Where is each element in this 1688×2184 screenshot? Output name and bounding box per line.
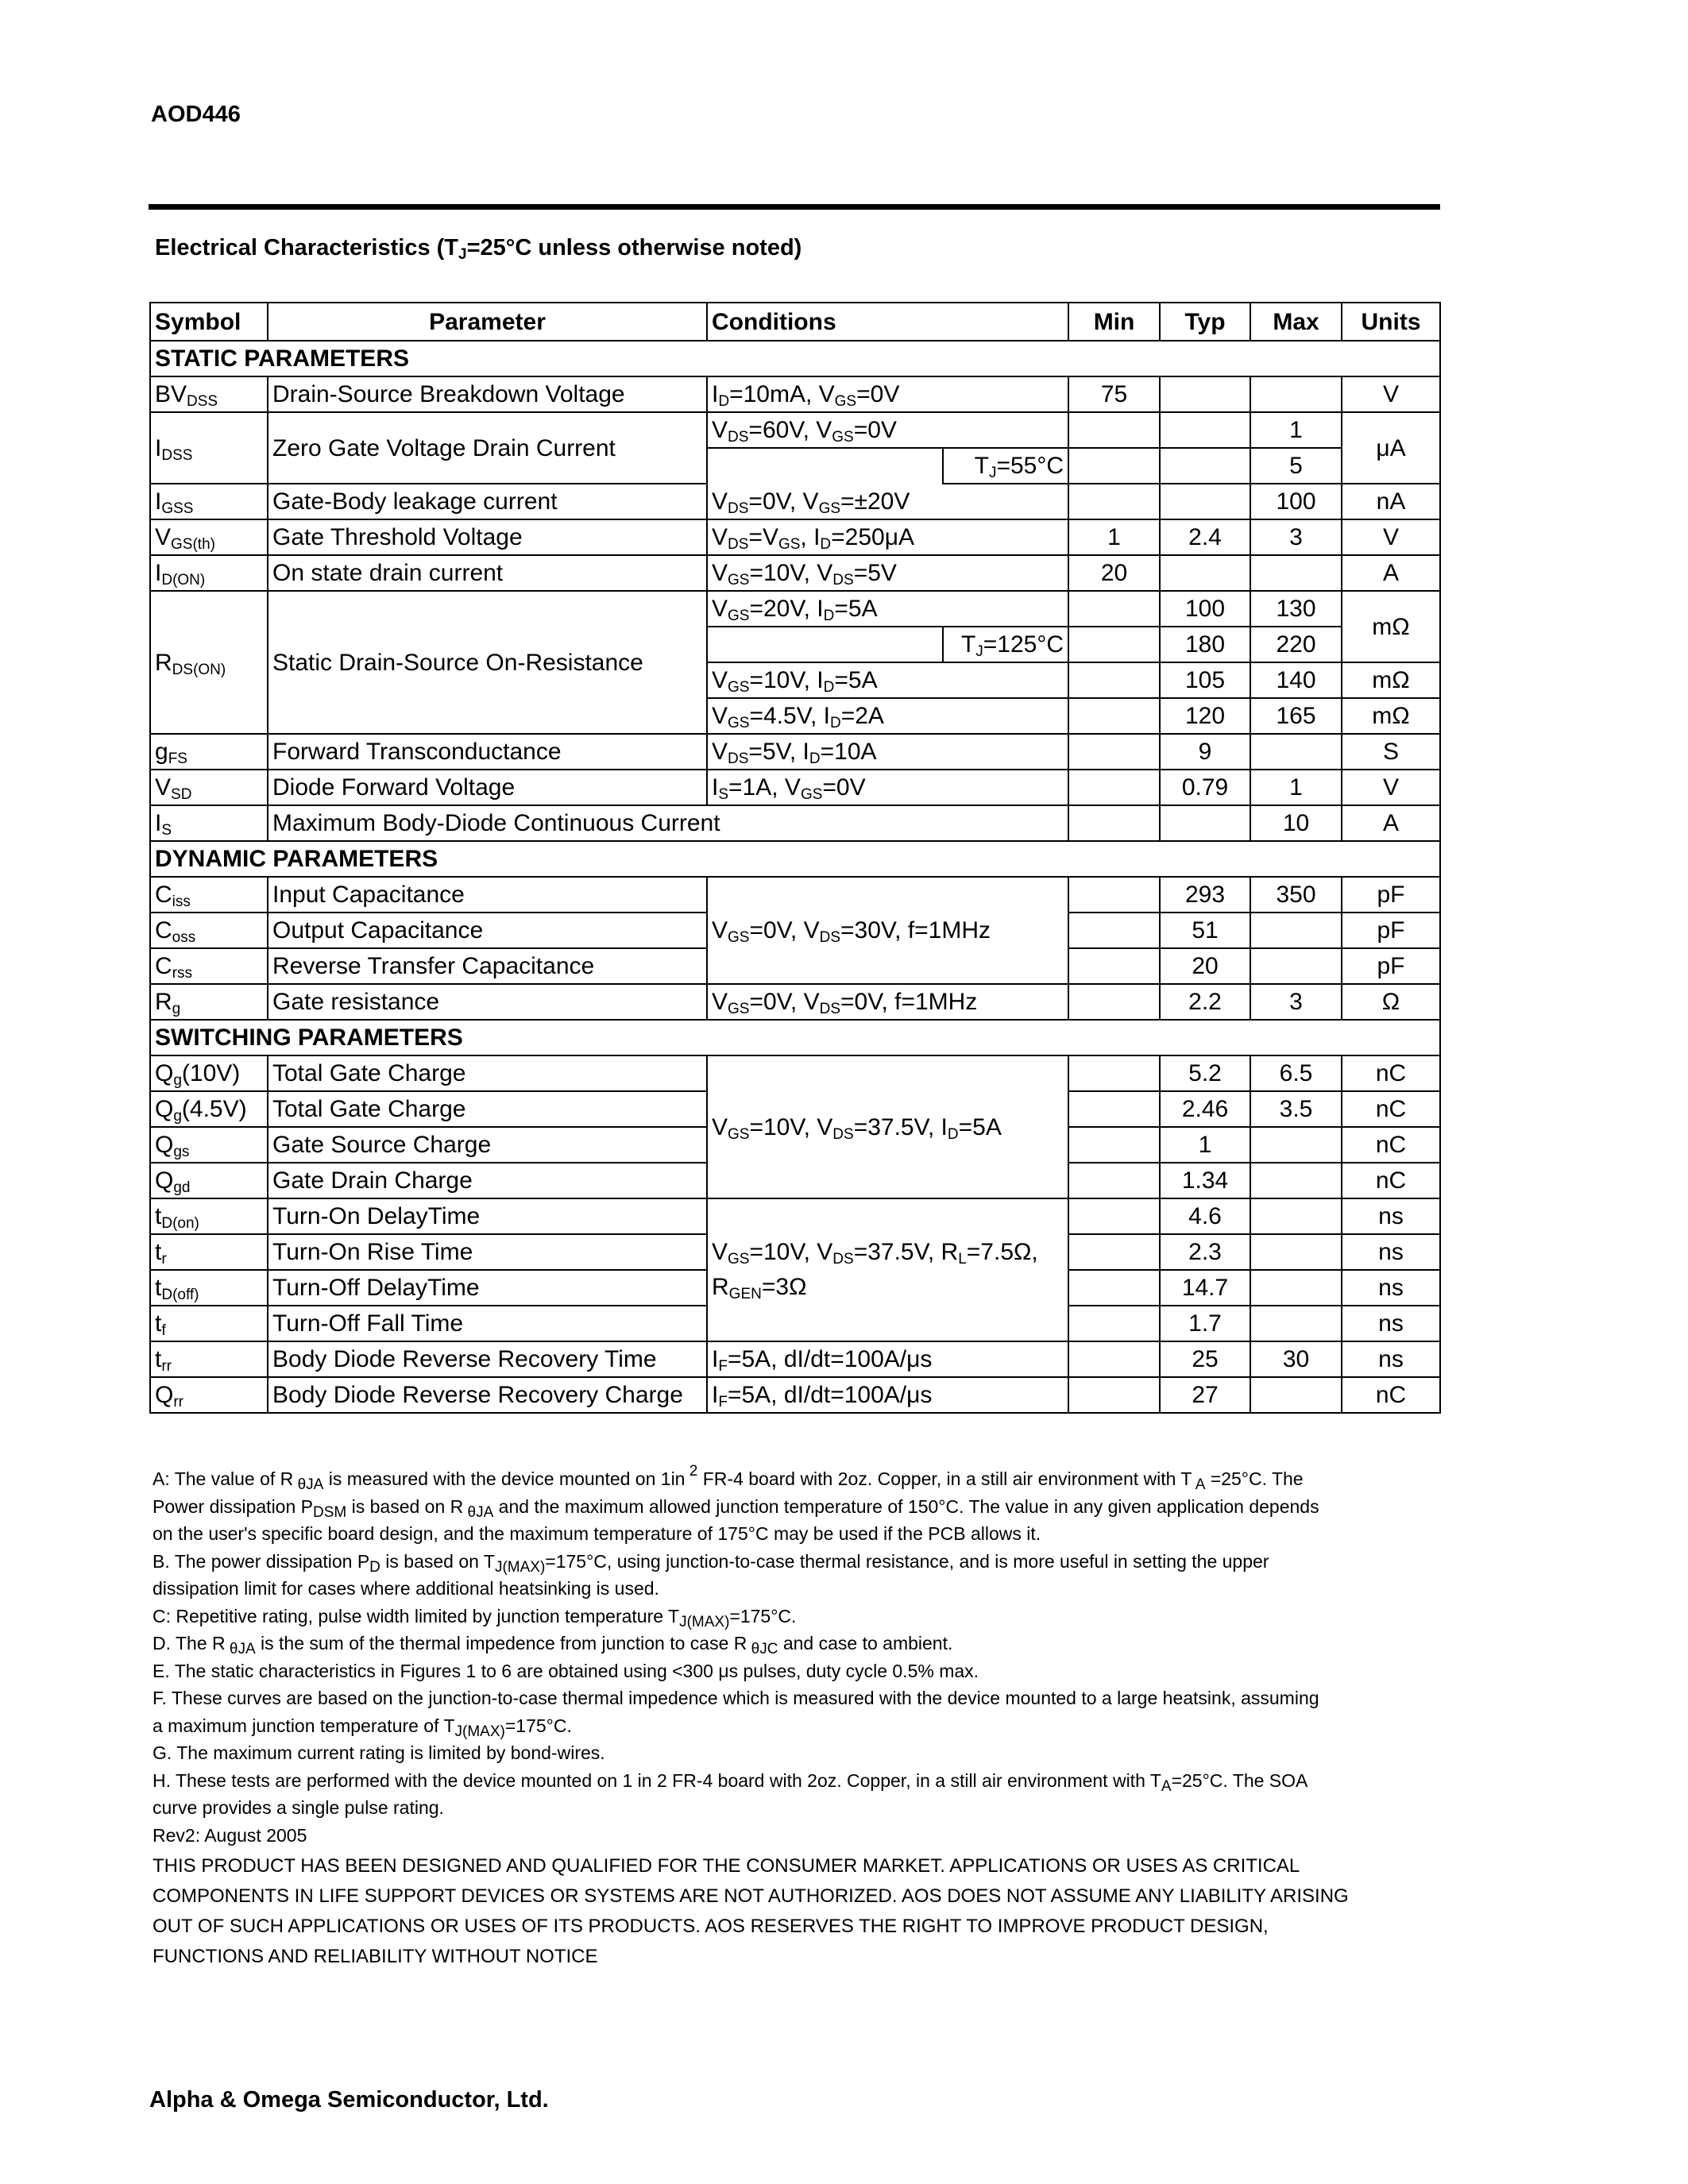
min-cell bbox=[1068, 1341, 1160, 1377]
note-h: H. These tests are performed with the device mounted on 1 in 2 FR-4 board with 2oz. Copper, in a still air environment with $T_A=25^\circ C$. The SOA bbox=[153, 1769, 1308, 1795]
min-cell bbox=[1068, 484, 1160, 519]
typ-cell: 1 bbox=[1160, 1127, 1250, 1163]
conditions-cell: $V_{GS}=20V$, $I_D=5A$ bbox=[707, 591, 1068, 627]
typ-cell bbox=[1160, 555, 1250, 591]
note-c: C: Repetitive rating, pulse width limited by junction temperature $T_{J(MAX)}=175^\circ C$. bbox=[153, 1605, 797, 1630]
symbol-cell: $C_{oss}$ bbox=[150, 913, 268, 948]
table-row bbox=[150, 984, 1440, 1020]
symbol-cell: $Q_{gd}$ bbox=[150, 1163, 268, 1198]
parameter-cell: On state drain current bbox=[268, 555, 707, 591]
min-cell bbox=[1068, 698, 1160, 734]
parameter-cell: Input Capacitance bbox=[268, 877, 707, 913]
units-cell: nC bbox=[1342, 1091, 1440, 1127]
conditions-temp-cell: $T_J=125^\circ C$ bbox=[943, 627, 1068, 662]
max-cell: 350 bbox=[1250, 877, 1342, 913]
table-row bbox=[150, 555, 1440, 591]
conditions-cell: $I_D=10mA$, $V_{GS}=0V$ bbox=[707, 376, 1068, 412]
dynamic-parameters-label: DYNAMIC PARAMETERS bbox=[150, 841, 1440, 877]
header-units: Units bbox=[1342, 303, 1440, 341]
units-cell: pF bbox=[1342, 913, 1440, 948]
typ-cell: 2.2 bbox=[1160, 984, 1250, 1020]
max-cell bbox=[1250, 555, 1342, 591]
symbol-cell: $I_{GSS}$ bbox=[150, 484, 268, 519]
parameter-cell: Turn-Off DelayTime bbox=[268, 1270, 707, 1306]
header-symbol: Symbol bbox=[150, 303, 268, 341]
typ-cell: 14.7 bbox=[1160, 1270, 1250, 1306]
conditions-blank-cell bbox=[707, 448, 943, 484]
table-row bbox=[150, 1198, 1440, 1234]
min-cell bbox=[1068, 627, 1160, 662]
parameter-cell: Maximum Body-Diode Continuous Current bbox=[268, 805, 1068, 841]
typ-cell: 5.2 bbox=[1160, 1055, 1250, 1091]
parameter-cell: Reverse Transfer Capacitance bbox=[268, 948, 707, 984]
symbol-cell: $C_{rss}$ bbox=[150, 948, 268, 984]
typ-cell: 293 bbox=[1160, 877, 1250, 913]
typ-cell: 120 bbox=[1160, 698, 1250, 734]
table-row bbox=[150, 376, 1440, 412]
symbol-cell: $Q_{rr}$ bbox=[150, 1377, 268, 1413]
min-cell bbox=[1068, 805, 1160, 841]
max-cell bbox=[1250, 1306, 1342, 1341]
max-cell: 3.5 bbox=[1250, 1091, 1342, 1127]
max-cell: 140 bbox=[1250, 662, 1342, 698]
note-b: B. The power dissipation $P_D$ is based on $T_{J(MAX)}=175^\circ C$, using junction-to-case thermal resistance, and is more useful in setting the upper bbox=[153, 1550, 1269, 1576]
conditions-cell: $V_{GS}=10V$, $V_{DS}=37.5V$, $I_D=5A$ bbox=[707, 1055, 1068, 1198]
conditions-cell: $I_F=5A$, dI/dt=100A/μs bbox=[707, 1341, 1068, 1377]
note-b-line2: dissipation limit for cases where additional heatsinking is used. bbox=[153, 1578, 659, 1599]
parameter-cell: Total Gate Charge bbox=[268, 1091, 707, 1127]
company-name: Alpha & Omega Semiconductor, Ltd. bbox=[149, 2087, 549, 2113]
typ-cell bbox=[1160, 448, 1250, 484]
conditions-cell: $V_{GS}=0V$, $V_{DS}=30V$, f=1MHz bbox=[707, 877, 1068, 984]
units-cell: ns bbox=[1342, 1306, 1440, 1341]
symbol-cell: $t_{rr}$ bbox=[150, 1341, 268, 1377]
min-cell: 75 bbox=[1068, 376, 1160, 412]
units-cell: mΩ bbox=[1342, 662, 1440, 698]
conditions-cell: $V_{DS}=60V$, $V_{GS}=0V$ bbox=[707, 412, 1068, 448]
part-number: AOD446 bbox=[151, 102, 241, 127]
min-cell bbox=[1068, 913, 1160, 948]
units-cell: V bbox=[1342, 519, 1440, 555]
conditions-cell: $V_{GS}=10V$, $V_{DS}=5V$ bbox=[707, 555, 1068, 591]
min-cell bbox=[1068, 1127, 1160, 1163]
parameter-cell: Total Gate Charge bbox=[268, 1055, 707, 1091]
typ-cell: 2.3 bbox=[1160, 1234, 1250, 1270]
typ-cell bbox=[1160, 412, 1250, 448]
max-cell: 220 bbox=[1250, 627, 1342, 662]
typ-cell: 20 bbox=[1160, 948, 1250, 984]
symbol-cell: $g_{FS}$ bbox=[150, 734, 268, 770]
max-cell: 3 bbox=[1250, 984, 1342, 1020]
max-cell: 1 bbox=[1250, 412, 1342, 448]
conditions-blank-cell bbox=[707, 627, 943, 662]
conditions-cell: $V_{GS}=10V$, $I_D=5A$ bbox=[707, 662, 1068, 698]
conditions-cell: $V_{DS}=V_{GS}$, $I_D=250\mu A$ bbox=[707, 519, 1068, 555]
parameter-cell: Turn-On Rise Time bbox=[268, 1234, 707, 1270]
symbol-cell: $t_r$ bbox=[150, 1234, 268, 1270]
symbol-cell: $V_{GS(th)}$ bbox=[150, 519, 268, 555]
typ-cell: 180 bbox=[1160, 627, 1250, 662]
units-cell: ns bbox=[1342, 1234, 1440, 1270]
symbol-cell: $t_{D(on)}$ bbox=[150, 1198, 268, 1234]
table-row bbox=[150, 1377, 1440, 1413]
header-max: Max bbox=[1250, 303, 1342, 341]
units-cell: S bbox=[1342, 734, 1440, 770]
units-cell: pF bbox=[1342, 877, 1440, 913]
parameter-cell: Gate Drain Charge bbox=[268, 1163, 707, 1198]
table-row bbox=[150, 484, 1440, 519]
typ-cell: 105 bbox=[1160, 662, 1250, 698]
min-cell bbox=[1068, 1198, 1160, 1234]
typ-cell: 25 bbox=[1160, 1341, 1250, 1377]
table-row bbox=[150, 805, 1440, 841]
parameter-cell: Static Drain-Source On-Resistance bbox=[268, 591, 707, 734]
conditions-cell: $V_{GS}=4.5V$, $I_D=2A$ bbox=[707, 698, 1068, 734]
typ-cell: 9 bbox=[1160, 734, 1250, 770]
typ-cell bbox=[1160, 376, 1250, 412]
typ-cell: 4.6 bbox=[1160, 1198, 1250, 1234]
units-cell: nC bbox=[1342, 1127, 1440, 1163]
units-cell: V bbox=[1342, 770, 1440, 805]
parameter-cell: Diode Forward Voltage bbox=[268, 770, 707, 805]
section-title: Electrical Characteristics ($T_J=25^\circ C$ unless otherwise noted) bbox=[155, 235, 802, 263]
min-cell bbox=[1068, 770, 1160, 805]
symbol-cell: $V_{SD}$ bbox=[150, 770, 268, 805]
typ-cell bbox=[1160, 805, 1250, 841]
parameter-cell: Zero Gate Voltage Drain Current bbox=[268, 412, 707, 484]
max-cell: 100 bbox=[1250, 484, 1342, 519]
min-cell bbox=[1068, 412, 1160, 448]
section-row bbox=[150, 341, 1440, 376]
min-cell bbox=[1068, 1377, 1160, 1413]
max-cell: 165 bbox=[1250, 698, 1342, 734]
table-row bbox=[150, 1341, 1440, 1377]
note-g: G. The maximum current rating is limited by bond-wires. bbox=[153, 1742, 605, 1763]
units-cell: ns bbox=[1342, 1341, 1440, 1377]
units-cell: mΩ bbox=[1342, 698, 1440, 734]
disclaimer-line: COMPONENTS IN LIFE SUPPORT DEVICES OR SYSTEMS ARE NOT AUTHORIZED. AOS DOES NOT ASSUME ANY LIABILITY ARISING bbox=[153, 1885, 1349, 1907]
note-a-line3: on the user's specific board design, and the maximum temperature of 175°C may be used if the PCB allows it. bbox=[153, 1523, 1041, 1544]
conditions-cell: $I_S=1A$, $V_{GS}=0V$ bbox=[707, 770, 1068, 805]
units-cell: A bbox=[1342, 555, 1440, 591]
revision: Rev2: August 2005 bbox=[153, 1824, 307, 1846]
table-row bbox=[150, 877, 1440, 913]
parameter-cell: Gate resistance bbox=[268, 984, 707, 1020]
typ-cell: 2.4 bbox=[1160, 519, 1250, 555]
symbol-cell: $I_{DSS}$ bbox=[150, 412, 268, 484]
max-cell: 6.5 bbox=[1250, 1055, 1342, 1091]
units-cell: μA bbox=[1342, 412, 1440, 484]
symbol-cell: $C_{iss}$ bbox=[150, 877, 268, 913]
min-cell bbox=[1068, 1163, 1160, 1198]
header-min: Min bbox=[1068, 303, 1160, 341]
min-cell: 20 bbox=[1068, 555, 1160, 591]
typ-cell: 1.34 bbox=[1160, 1163, 1250, 1198]
parameter-cell: Body Diode Reverse Recovery Charge bbox=[268, 1377, 707, 1413]
units-cell: V bbox=[1342, 376, 1440, 412]
symbol-cell: $t_f$ bbox=[150, 1306, 268, 1341]
table-header-row bbox=[150, 303, 1440, 341]
table-row bbox=[150, 591, 1440, 627]
conditions-cell: $V_{DS}=0V$, $V_{GS}=\pm 20V$ bbox=[707, 484, 1068, 519]
units-cell: ns bbox=[1342, 1198, 1440, 1234]
typ-cell: 0.79 bbox=[1160, 770, 1250, 805]
max-cell: 10 bbox=[1250, 805, 1342, 841]
max-cell bbox=[1250, 1198, 1342, 1234]
conditions-cell: $V_{GS}=10V$, $V_{DS}=37.5V$, $R_L=7.5\Omega$, $R_{GEN}=3\Omega$ bbox=[707, 1198, 1068, 1341]
table-row bbox=[150, 412, 1440, 448]
conditions-cell: $V_{DS}=5V$, $I_D=10A$ bbox=[707, 734, 1068, 770]
disclaimer-line: THIS PRODUCT HAS BEEN DESIGNED AND QUALIFIED FOR THE CONSUMER MARKET. APPLICATIONS OR USES AS CRITICAL bbox=[153, 1855, 1300, 1877]
conditions-cell: $I_F=5A$, dI/dt=100A/μs bbox=[707, 1377, 1068, 1413]
min-cell: 1 bbox=[1068, 519, 1160, 555]
max-cell bbox=[1250, 913, 1342, 948]
units-cell: A bbox=[1342, 805, 1440, 841]
min-cell bbox=[1068, 662, 1160, 698]
units-cell: nC bbox=[1342, 1163, 1440, 1198]
static-parameters-label: STATIC PARAMETERS bbox=[150, 341, 1440, 376]
header-rule bbox=[149, 204, 1440, 210]
parameter-cell: Forward Transconductance bbox=[268, 734, 707, 770]
symbol-cell: $I_S$ bbox=[150, 805, 268, 841]
min-cell bbox=[1068, 448, 1160, 484]
header-typ: Typ bbox=[1160, 303, 1250, 341]
min-cell bbox=[1068, 1270, 1160, 1306]
max-cell: 130 bbox=[1250, 591, 1342, 627]
min-cell bbox=[1068, 1306, 1160, 1341]
typ-cell: 51 bbox=[1160, 913, 1250, 948]
max-cell: 3 bbox=[1250, 519, 1342, 555]
footnotes bbox=[153, 1465, 1439, 1849]
parameter-cell: Gate-Body leakage current bbox=[268, 484, 707, 519]
max-cell bbox=[1250, 1163, 1342, 1198]
disclaimer-line: FUNCTIONS AND RELIABILITY WITHOUT NOTICE bbox=[153, 1946, 598, 1967]
units-cell: nC bbox=[1342, 1377, 1440, 1413]
units-cell: nC bbox=[1342, 1055, 1440, 1091]
parameter-cell: Gate Source Charge bbox=[268, 1127, 707, 1163]
min-cell bbox=[1068, 591, 1160, 627]
symbol-cell: $BV_{DSS}$ bbox=[150, 376, 268, 412]
note-a: A: The value of R $_{\theta JA}$ is measured with the device mounted on 1in $^2$ FR-4 board with 2oz. Copper, in a still air environment with T $_A$ =25°C. The bbox=[153, 1463, 1304, 1493]
note-a-line2: Power dissipation $P_{DSM}$ is based on R $_{\theta JA}$ and the maximum allowed junction temperature of 150°C. The value in any given application depends bbox=[153, 1495, 1319, 1521]
header-conditions: Conditions bbox=[707, 303, 1068, 341]
note-e: E. The static characteristics in Figures 1 to 6 are obtained using <300 μs pulses, duty cycle 0.5% max. bbox=[153, 1660, 979, 1681]
min-cell bbox=[1068, 1234, 1160, 1270]
typ-cell: 1.7 bbox=[1160, 1306, 1250, 1341]
note-d: D. The R $_{\theta JA}$ is the sum of the thermal impedence from junction to case R $_{\theta JC}$ and case to ambient. bbox=[153, 1633, 953, 1657]
typ-cell: 2.46 bbox=[1160, 1091, 1250, 1127]
typ-cell: 27 bbox=[1160, 1377, 1250, 1413]
symbol-cell: $Q_{gs}$ bbox=[150, 1127, 268, 1163]
symbol-cell: $Q_g(4.5V)$ bbox=[150, 1091, 268, 1127]
symbol-cell: $R_{DS(ON)}$ bbox=[150, 591, 268, 734]
min-cell bbox=[1068, 1055, 1160, 1091]
symbol-cell: $I_{D(ON)}$ bbox=[150, 555, 268, 591]
symbol-cell: $Q_g(10V)$ bbox=[150, 1055, 268, 1091]
min-cell bbox=[1068, 948, 1160, 984]
parameter-cell: Body Diode Reverse Recovery Time bbox=[268, 1341, 707, 1377]
parameter-cell: Drain-Source Breakdown Voltage bbox=[268, 376, 707, 412]
max-cell bbox=[1250, 734, 1342, 770]
min-cell bbox=[1068, 984, 1160, 1020]
table-row bbox=[150, 1055, 1440, 1091]
parameter-cell: Output Capacitance bbox=[268, 913, 707, 948]
table-row bbox=[150, 734, 1440, 770]
section-row bbox=[150, 841, 1440, 877]
max-cell bbox=[1250, 1234, 1342, 1270]
units-cell: ns bbox=[1342, 1270, 1440, 1306]
max-cell bbox=[1250, 1270, 1342, 1306]
disclaimer bbox=[153, 1851, 1439, 1972]
max-cell: 5 bbox=[1250, 448, 1342, 484]
conditions-cell: $V_{GS}=0V$, $V_{DS}=0V$, f=1MHz bbox=[707, 984, 1068, 1020]
max-cell bbox=[1250, 376, 1342, 412]
note-h-line2: curve provides a single pulse rating. bbox=[153, 1797, 444, 1818]
units-cell: nA bbox=[1342, 484, 1440, 519]
parameter-cell: Turn-Off Fall Time bbox=[268, 1306, 707, 1341]
switching-parameters-label: SWITCHING PARAMETERS bbox=[150, 1020, 1440, 1055]
max-cell bbox=[1250, 948, 1342, 984]
max-cell bbox=[1250, 1377, 1342, 1413]
note-f: F. These curves are based on the junction-to-case thermal impedence which is measured with the device mounted to a large heatsink, assuming bbox=[153, 1688, 1319, 1708]
table-row bbox=[150, 519, 1440, 555]
min-cell bbox=[1068, 1091, 1160, 1127]
conditions-temp-cell: $T_J=55^\circ C$ bbox=[943, 448, 1068, 484]
note-f-line2: a maximum junction temperature of $T_{J(MAX)}=175^\circ C$. bbox=[153, 1715, 572, 1740]
units-cell: mΩ bbox=[1342, 591, 1440, 662]
max-cell: 30 bbox=[1250, 1341, 1342, 1377]
units-cell: pF bbox=[1342, 948, 1440, 984]
units-cell: Ω bbox=[1342, 984, 1440, 1020]
electrical-characteristics-table bbox=[149, 302, 1441, 1414]
section-row bbox=[150, 1020, 1440, 1055]
min-cell bbox=[1068, 877, 1160, 913]
parameter-cell: Gate Threshold Voltage bbox=[268, 519, 707, 555]
header-parameter: Parameter bbox=[268, 303, 707, 341]
typ-cell: 100 bbox=[1160, 591, 1250, 627]
typ-cell bbox=[1160, 484, 1250, 519]
table-row bbox=[150, 770, 1440, 805]
min-cell bbox=[1068, 734, 1160, 770]
parameter-cell: Turn-On DelayTime bbox=[268, 1198, 707, 1234]
disclaimer-line: OUT OF SUCH APPLICATIONS OR USES OF ITS PRODUCTS. AOS RESERVES THE RIGHT TO IMPROVE PRODUCT DESIGN, bbox=[153, 1916, 1269, 1937]
max-cell: 1 bbox=[1250, 770, 1342, 805]
symbol-cell: $t_{D(off)}$ bbox=[150, 1270, 268, 1306]
symbol-cell: $R_g$ bbox=[150, 984, 268, 1020]
max-cell bbox=[1250, 1127, 1342, 1163]
